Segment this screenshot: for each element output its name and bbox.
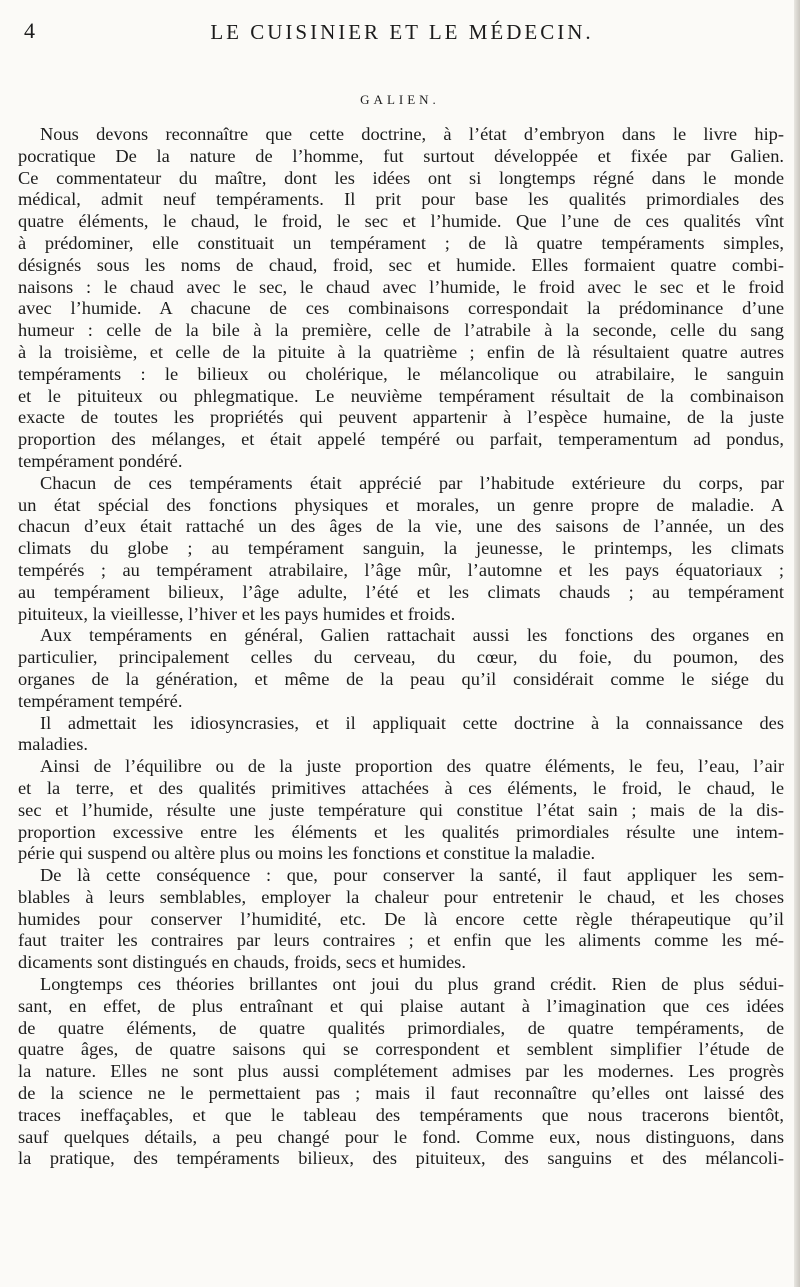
text-line: Il admettait les idiosyncrasies, et il appliquait cette doctrine à la connaissance des (40, 712, 784, 733)
text-line: Aux tempéraments en général, Galien rattachait aussi les fonctions des organes en (40, 625, 784, 646)
text-line: chacun d’eux était rattaché un des âges de la vie, une des saisons de l’année, un des (18, 516, 784, 537)
text-line: Nous devons reconnaître que cette doctrine, à l’état d’embryon dans le livre hip- (40, 124, 784, 144)
text-line: quatre âges, de quatre saisons qui se correspondent et semblent simplifier l’étude de (18, 1039, 784, 1060)
text-line: et la terre, et des qualités primitives attachées à ces éléments, le froid, le chaud, le (18, 777, 784, 798)
page-edge-shadow (794, 0, 800, 1287)
text-line: la nature. Elles ne sont plus aussi complétement admises par les modernes. Les progrès (18, 1061, 784, 1082)
text-line: tempérés ; au tempérament atrabilaire, l’âge mûr, l’automne et les pays équatoriaux ; (18, 559, 784, 580)
text-line: naisons : le chaud avec le sec, le chaud avec l’humide, le froid avec le sec et le froid (18, 276, 784, 297)
text-line: tempéraments : le bilieux ou cholérique, le mélancolique ou atrabilaire, le sanguin (18, 363, 784, 384)
text-line: Ce commentateur du maître, dont les idées ont si longtemps régné dans le monde (18, 167, 784, 188)
text-line: maladies. (18, 734, 88, 755)
text-line: climats du globe ; au tempérament sanguin, la jeunesse, le printemps, les climats (18, 538, 784, 559)
text-line: faut traiter les contraires par leurs contraires ; et enfin que les aliments comme les mé- (18, 930, 784, 951)
text-line: à la troisième, et celle de la pituite à la quatrième ; enfin de là résultaient quatre autres (18, 341, 784, 362)
text-line: traces ineffaçables, et que le tableau des tempéraments que nous tracerons bientôt, (18, 1104, 784, 1125)
text-line: de quatre éléments, de quatre qualités primordiales, de quatre tempéraments, de (18, 1017, 784, 1038)
text-line: Ainsi de l’équilibre ou de la juste proportion des quatre éléments, le feu, l’eau, l’air (40, 756, 784, 777)
text-line: désignés sous les noms de chaud, froid, sec et humide. Elles formaient quatre combi- (18, 254, 784, 275)
text-line: Longtemps ces théories brillantes ont joui du plus grand crédit. Rien de plus sédui- (40, 974, 784, 995)
text-line: de la science ne le permettaient pas ; mais il faut reconnaître qu’elles ont laissé des (18, 1083, 784, 1104)
text-line: à prédominer, elle constituait un tempérament ; de là quatre tempéraments simples, (18, 232, 784, 253)
text-line: sec et l’humide, résulte une juste température qui constitue l’état sain ; mais de la dis- (18, 799, 784, 820)
text-line: blables à leurs semblables, employer la chaleur pour entretenir le chaud, et les choses (18, 886, 784, 907)
book-title: LE CUISINIER ET LE MÉDECIN. (210, 20, 594, 44)
text-line: Chacun de ces tempéraments était apprécié par l’habitude extérieure du corps, par (40, 472, 784, 493)
text-line: au tempérament bilieux, l’âge adulte, l’été et les climats chauds ; au tempérament (18, 581, 784, 602)
text-line: De là cette conséquence : que, pour conserver la santé, il faut appliquer les sem- (40, 865, 784, 886)
text-line: humeur : celle de la bile à la première, celle de l’atrabile à la seconde, celle du sang (18, 320, 784, 341)
text-line: sauf quelques détails, a peu changé pour le fond. Comme eux, nous distinguons, dans (18, 1126, 784, 1147)
text-line: proportion excessive entre les éléments et les qualités primordiales résulte une intem- (18, 821, 784, 842)
running-head (24, 18, 780, 52)
text-line: dicaments sont distingués en chauds, froids, secs et humides. (18, 952, 466, 973)
text-line: pocratique De la nature de l’homme, fut surtout développée et fixée par Galien. (18, 145, 784, 166)
text-line: pituiteux, la vieillesse, l’hiver et les pays humides et froids. (18, 603, 456, 624)
text-line: la pratique, des tempéraments bilieux, des pituiteux, des sanguins et des mélancoli- (18, 1148, 784, 1169)
body-text (18, 124, 784, 1170)
text-line: un état spécial des fonctions physiques et morales, un genre propre de maladie. A (18, 494, 784, 515)
text-line: exacte de toutes les propriétés qui peuvent appartenir à l’espèce humaine, de la juste (18, 407, 784, 428)
section-heading: GALIEN. (360, 92, 440, 107)
text-line: humides pour conserver l’humidité, etc. De là encore cette règle thérapeutique qu’il (18, 908, 784, 929)
text-line: tempérament pondéré. (18, 450, 183, 471)
text-line: sant, en effet, de plus entraînant et qui plaise autant à l’imagination que ces idées (18, 995, 784, 1016)
text-line: quatre éléments, le chaud, le froid, le sec et l’humide. Que l’une de ces qualités vînt (18, 211, 784, 232)
page-number: 4 (24, 18, 36, 43)
text-line: proportion des mélanges, et était appelé tempéré ou parfait, temperamentum ad pondus, (18, 429, 784, 450)
text-line: tempérament tempéré. (18, 690, 183, 711)
text-line: médical, admit neuf tempéraments. Il prit pour base les qualités primordiales des (18, 189, 784, 210)
text-line: périe qui suspend ou altère plus ou moins les fonctions et constitue la maladie. (18, 843, 596, 864)
text-line: organes de la génération, et même de la peau qu’il considérait comme le siége du (18, 668, 784, 689)
text-line: avec l’humide. A chacune de ces combinaisons correspondait la prédominance d’une (18, 298, 784, 319)
text-line: et le pituiteux ou phlegmatique. Le neuvième tempérament résultait de la combinaison (18, 385, 784, 406)
text-line: particulier, principalement celles du cerveau, du cœur, du foie, du poumon, des (18, 647, 784, 668)
